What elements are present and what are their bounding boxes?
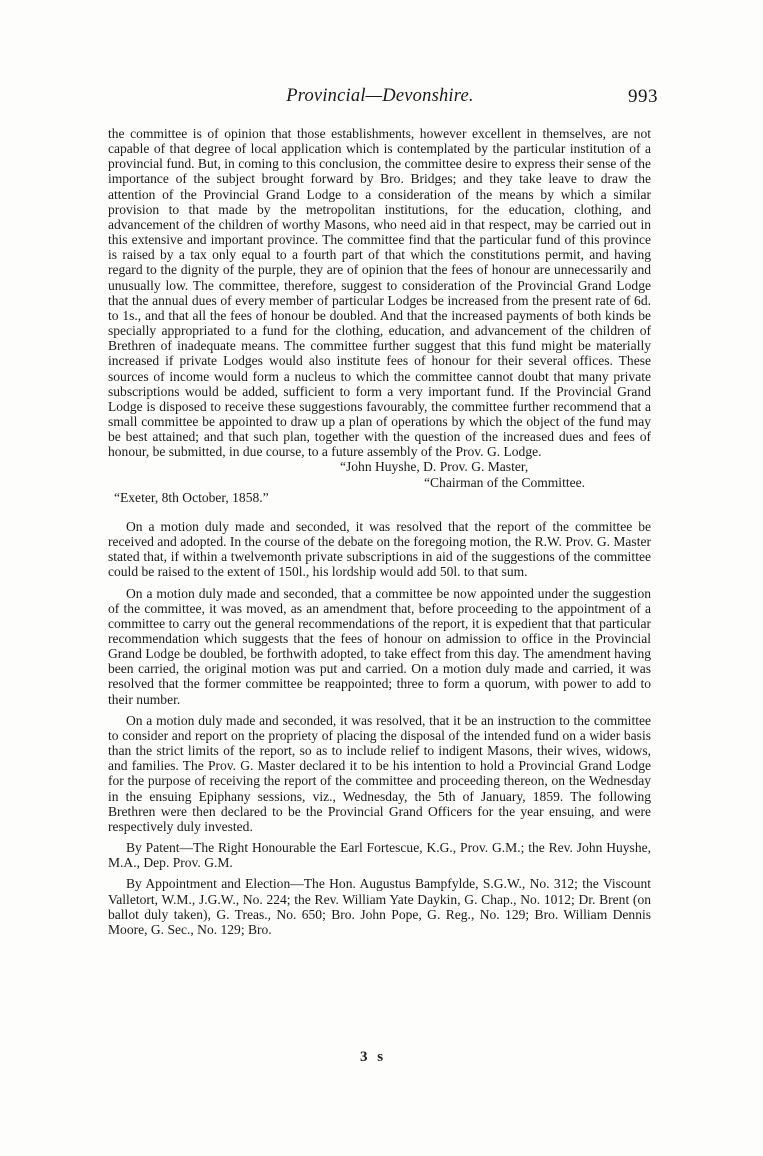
report-dateline: “Exeter, 8th October, 1858.” [114,489,269,505]
amendment-paragraph: On a motion duly made and seconded, that a committee be now appointed under the suggestion of the committee, it was moved, as an amendment that, before proceeding to the appointment of a committee to carry out the general recommendations of the report, it is expedient that that particular recommendation which suggests that the fees of honour on admission to office in the Provincial Grand Lodge be doubled, be forthwith adopted, to take effect from this day. The amendment having been carried, the original motion was put and carried. On a motion duly made and carried, it was resolved that the former committee be reappointed; three to form a quorum, with power to add to their number. [108,585,651,707]
page-header [100,86,660,112]
patent-officers-paragraph: By Patent—The Right Honourable the Earl Fortescue, K.G., Prov. G.M.; the Rev. John Huyshe, M.A., Dep. Prov. G.M. [108,840,651,871]
resolution-paragraph: On a motion duly made and seconded, it was resolved that the report of the committee be received and adopted. In the course of the debate on the foregoing motion, the R.W. Prov. G. Master stated that, if within a twelvemonth private subscriptions in aid of the suggestions of the committee could be raised to the extent of 150l., his lordship would add 50l. to that sum. [108,518,651,580]
committee-report-paragraph: the committee is of opinion that those establishments, however excellent in themselves, are not capable of that degree of local application which is contemplated by the particular institution of a provincial fund. But, in coming to this conclusion, the committee desire to express their sense of the importance of the subject brought forward by Bro. Bridges; and they take leave to draw the attention of the Provincial Grand Lodge to a consideration of the means by which a similar provision to that made by the metropolitan institutions, for the education, clothing, and advancement of the children of worthy Masons, who need aid in that respect, may be carried out in this extensive and important province. The committee find that the particular fund of this province is raised by a tax only equal to a fourth part of that which the constitutions permit, and having regard to the dignity of the purple, they are of opinion that the fees of honour are unnecessarily and unusually low. The committee, therefore, suggest to consideration of the Provincial Grand Lodge that the annual dues of every member of particular Lodges be increased from the present rate of 6d. to 1s., and that all the fees of honour be doubled. And that the increased payments of both kinds be specially appropriated to a fund for the clothing, education, and advancement of the children of Brethren of inadequate means. The committee further suggest that this fund might be materially increased if private Lodges would also institute fees of honour for their several offices. These sources of income would form a nucleus to which the committee cannot doubt that many private subscriptions would be added, sufficient to form a very important fund. If the Provincial Grand Lodge is disposed to receive these suggestions favourably, the committee further recommend that a small committee be appointed to draw up a plan of operations by which the object of the fund may be best attained; and that such plan, together with the question of the increased dues and fees of honour, be submitted, in due course, to a future assembly of the Prov. G. Lodge. [108,126,651,460]
signature-name: “John Huyshe, D. Prov. G. Master, [340,459,529,475]
report-signature [108,459,651,489]
signature-title: “Chairman of the Committee. [424,474,586,490]
printer-signature-mark: 3 s [360,1049,387,1065]
running-title: Provincial—Devonshire. [286,86,474,106]
article-body [108,126,651,937]
page-number: 993 [628,86,658,107]
appointed-officers-paragraph: By Appointment and Election—The Hon. Augustus Bampfylde, S.G.W., No. 312; the Viscount Valletort, W.M., J.G.W., No. 224; the Rev. William Yate Daykin, G. Chap., No. 1012; Dr. Brent (on ballot duly taken), G. Treas., No. 650; Bro. John Pope, G. Reg., No. 129; Bro. William Dennis Moore, G. Sec., No. 129; Bro. [108,876,651,937]
instruction-paragraph: On a motion duly made and seconded, it was resolved, that it be an instruction to the committee to consider and report on the propriety of placing the disposal of the intended fund on a wider basis than the strict limits of the report, so as to include relief to indigent Masons, their wives, widows, and families. The Prov. G. Master declared it to be his intention to hold a Provincial Grand Lodge for the purpose of receiving the report of the committee and proceeding thereon, on the Wednesday in the ensuing Epiphany sessions, viz., Wednesday, the 5th of January, 1859. The following Brethren were then declared to be the Provincial Grand Officers for the year ensuing, and were respectively duly invested. [108,712,651,834]
